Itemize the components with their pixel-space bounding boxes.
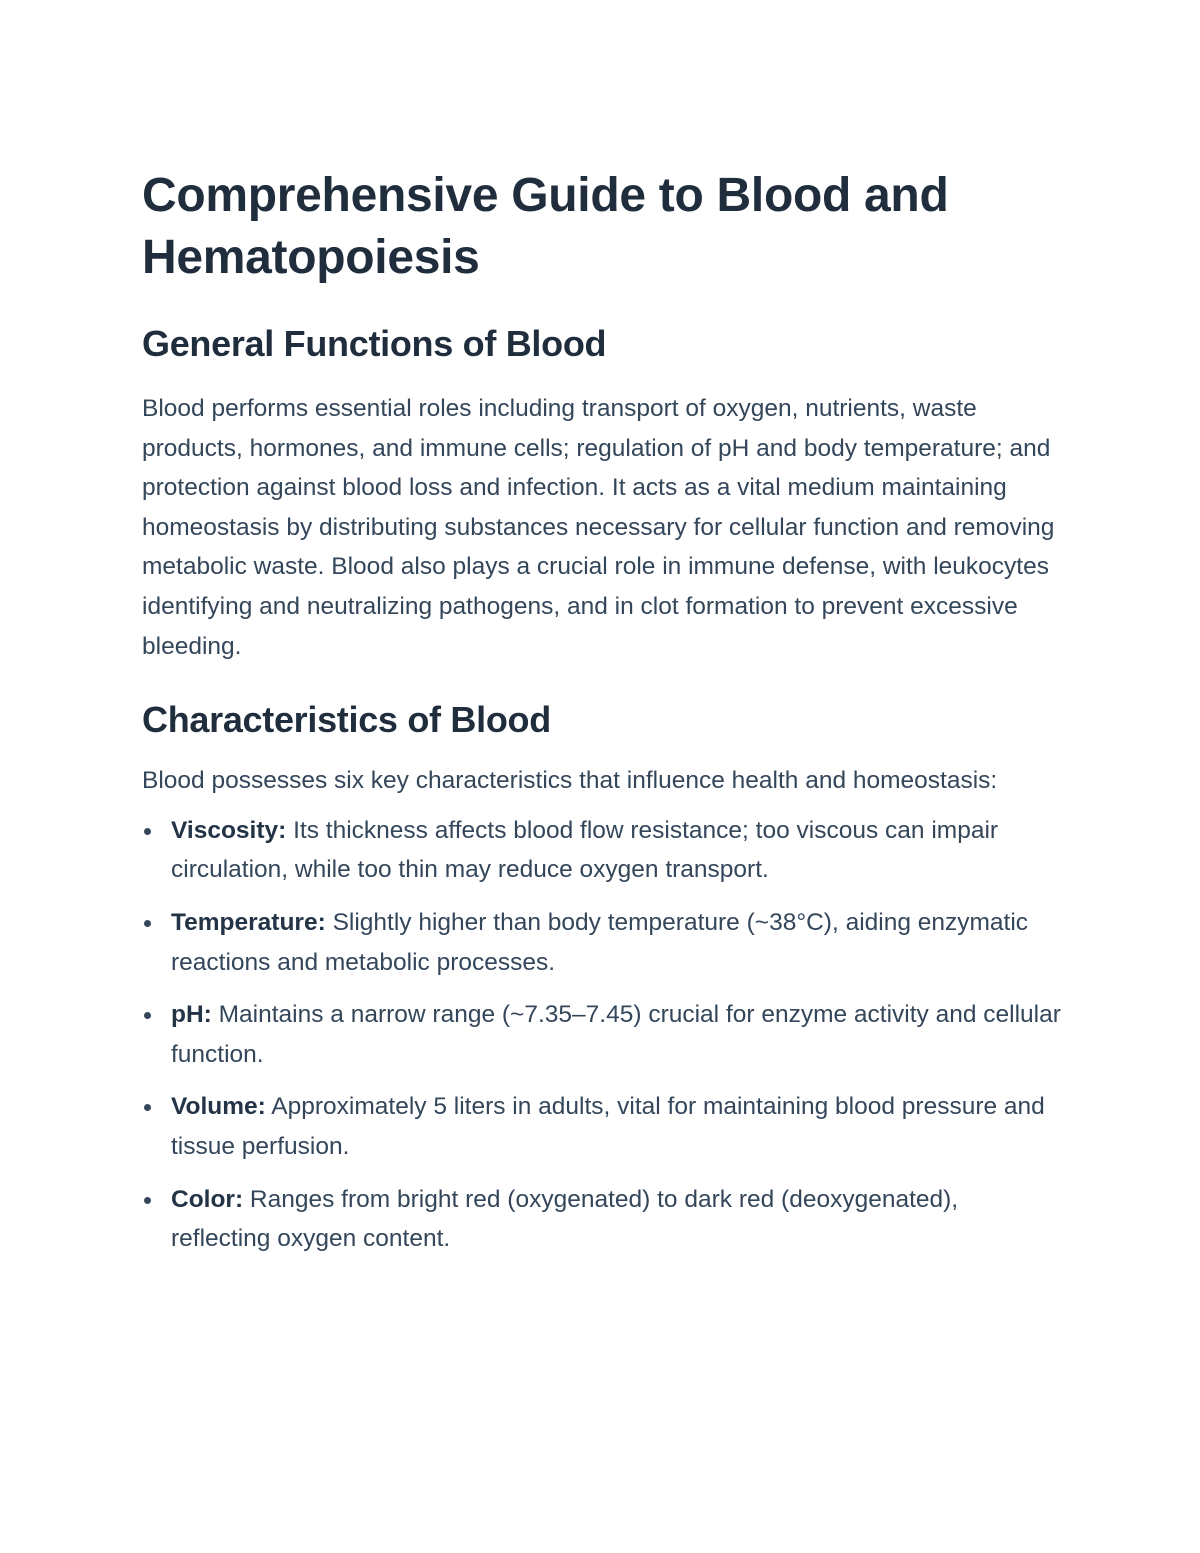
- list-item-color: [142, 1180, 1062, 1259]
- bullet-term: pH:: [171, 1001, 212, 1029]
- bullet-text: Approximately 5 liters in adults, vital for maintaining blood pressure and tissue perfusion.: [171, 1093, 1045, 1160]
- document-page: [142, 165, 1062, 1272]
- characteristics-list: [142, 811, 1062, 1259]
- bullet-term: Viscosity:: [171, 816, 287, 844]
- bullet-icon: [144, 828, 151, 835]
- list-item-viscosity: [142, 811, 1062, 890]
- bullet-term: Color:: [171, 1185, 244, 1213]
- bullet-icon: [144, 920, 151, 927]
- section-heading-general-functions: General Functions of Blood: [142, 323, 607, 364]
- page-title: Comprehensive Guide to Blood and Hematopoiesis: [142, 169, 949, 284]
- section-heading-characteristics: Characteristics of Blood: [142, 699, 551, 741]
- bullet-icon: [144, 1012, 151, 1019]
- list-item-temperature: [142, 903, 1062, 982]
- bullet-icon: [144, 1104, 151, 1111]
- bullet-term: Temperature:: [171, 908, 326, 936]
- bullet-text: Maintains a narrow range (~7.35–7.45) crucial for enzyme activity and cellular function.: [171, 1001, 1061, 1068]
- characteristics-intro-paragraph: Blood possesses six key characteristics that influence health and homeostasis:: [142, 767, 998, 795]
- general-functions-paragraph: Blood performs essential roles including transport of oxygen, nutrients, waste products, hormones, and immune cells; regulation of pH and body temperature; and protection against blood loss and infection. It acts as a vital medium maintaining homeostasis by distributing substances necessary for cellular function and removing metabolic waste. Blood also plays a crucial role in immune defense, with leukocytes identifying and neutralizing pathogens, and in clot formation to prevent excessive bleeding.: [142, 395, 1055, 660]
- bullet-text: Slightly higher than body temperature (~38°C), aiding enzymatic reactions and metabolic processes.: [171, 908, 1029, 976]
- bullet-term: Volume:: [171, 1093, 266, 1121]
- bullet-text: Its thickness affects blood flow resistance; too viscous can impair circulation, while too thin may reduce oxygen transport.: [171, 816, 999, 884]
- bullet-text: Ranges from bright red (oxygenated) to dark red (deoxygenated), reflecting oxygen content.: [171, 1185, 959, 1253]
- bullet-icon: [144, 1197, 151, 1204]
- list-item-volume: [142, 1087, 1062, 1166]
- list-item-ph: [142, 995, 1062, 1074]
